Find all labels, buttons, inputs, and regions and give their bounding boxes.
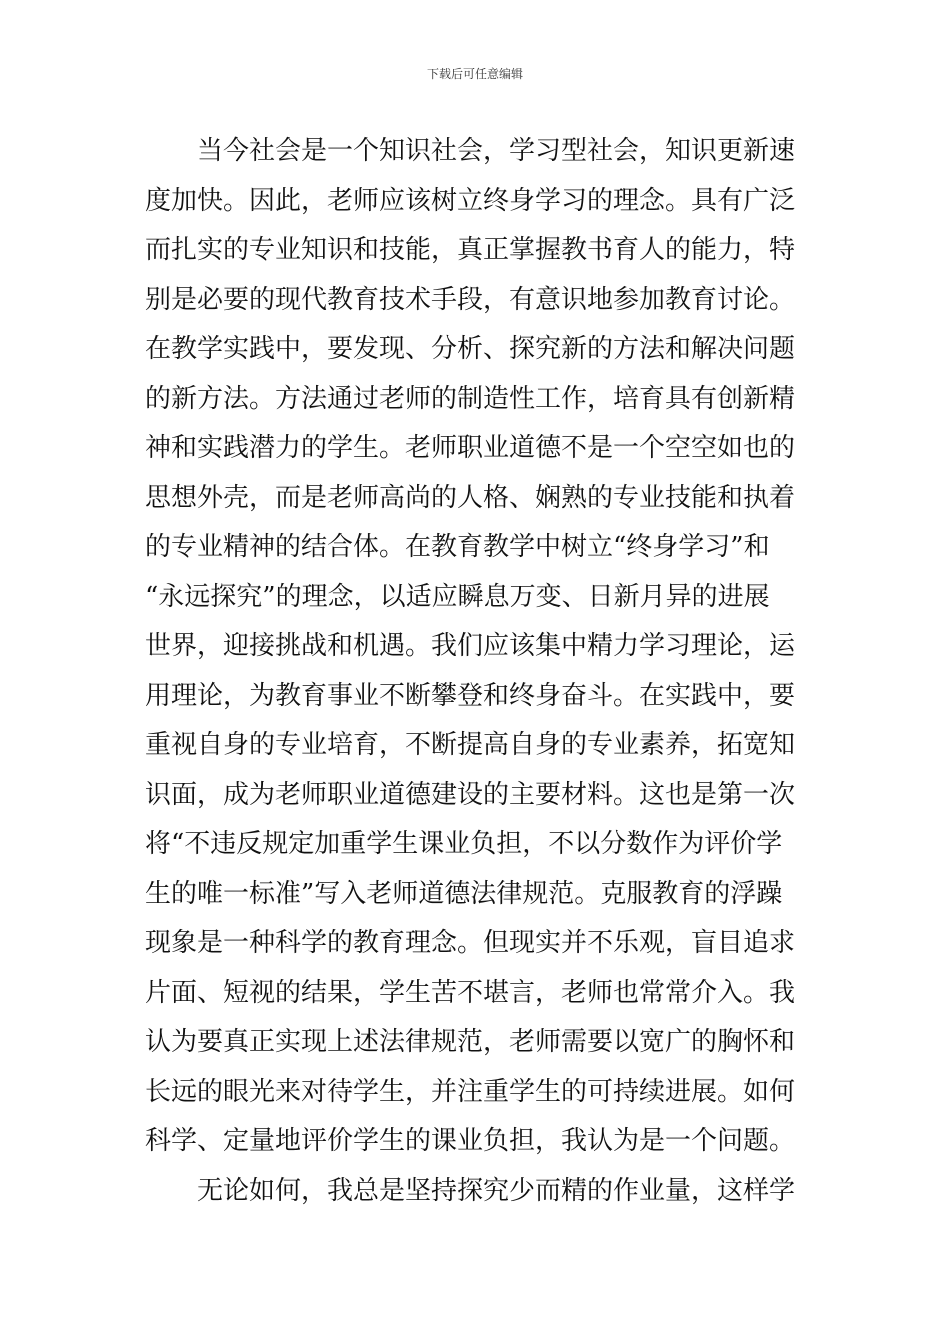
text-line: 在教学实践中，要发现、分析、探究新的方法和解决问题 xyxy=(145,334,796,364)
body-text xyxy=(145,127,810,1216)
text-line: 别是必要的现代教育技术手段，有意识地参加教育讨论。 xyxy=(145,284,796,315)
text-line: 的新方法。方法通过老师的制造性工作，培育具有创新精 xyxy=(145,383,796,414)
text-line: 当今社会是一个知识社会，学习型社会，知识更新速 xyxy=(197,136,796,166)
text-line: 长远的眼光来对待学生，并注重学生的可持续进展。如何 xyxy=(145,1076,796,1107)
text-line: 世界，迎接挑战和机遇。我们应该集中精力学习理论，运 xyxy=(145,631,796,661)
text-line: 而扎实的专业知识和技能，真正掌握教书育人的能力，特 xyxy=(145,235,796,265)
text-line: 科学、定量地评价学生的课业负担，我认为是一个问题。 xyxy=(145,1126,796,1156)
text-line: “永远探究”的理念，以适应瞬息万变、日新月异的进展 xyxy=(145,581,770,612)
text-line: 无论如何，我总是坚持探究少而精的作业量，这样学 xyxy=(197,1175,796,1206)
text-line: 认为要真正实现上述法律规范，老师需要以宽广的胸怀和 xyxy=(145,1027,796,1057)
text-line: 思想外壳，而是老师高尚的人格、娴熟的专业技能和执着 xyxy=(145,482,796,513)
text-line: 重视自身的专业培育，不断提高自身的专业素养，拓宽知 xyxy=(145,730,796,760)
paragraph-1 xyxy=(145,127,810,1167)
text-line: 片面、短视的结果，学生苦不堪言，老师也常常介入。我 xyxy=(145,977,796,1008)
text-line: 将“不违反规定加重学生课业负担，不以分数作为评价学 xyxy=(145,829,783,859)
text-line: 神和实践潜力的学生。老师职业道德不是一个空空如也的 xyxy=(145,433,796,463)
text-line: 识面，成为老师职业道德建设的主要材料。这也是第一次 xyxy=(145,779,796,810)
text-line: 生的唯一标准”写入老师道德法律规范。克服教育的浮躁 xyxy=(145,878,783,909)
text-line: 用理论，为教育事业不断攀登和终身奋斗。在实践中，要 xyxy=(145,680,796,711)
header-note: 下载后可任意编辑 xyxy=(426,67,523,81)
text-line: 的专业精神的结合体。在教育教学中树立“终身学习”和 xyxy=(145,532,770,562)
paragraph-2 xyxy=(145,1167,810,1217)
text-line: 度加快。因此，老师应该树立终身学习的理念。具有广泛 xyxy=(145,185,796,216)
text-line: 现象是一种科学的教育理念。但现实并不乐观，盲目追求 xyxy=(145,928,796,958)
